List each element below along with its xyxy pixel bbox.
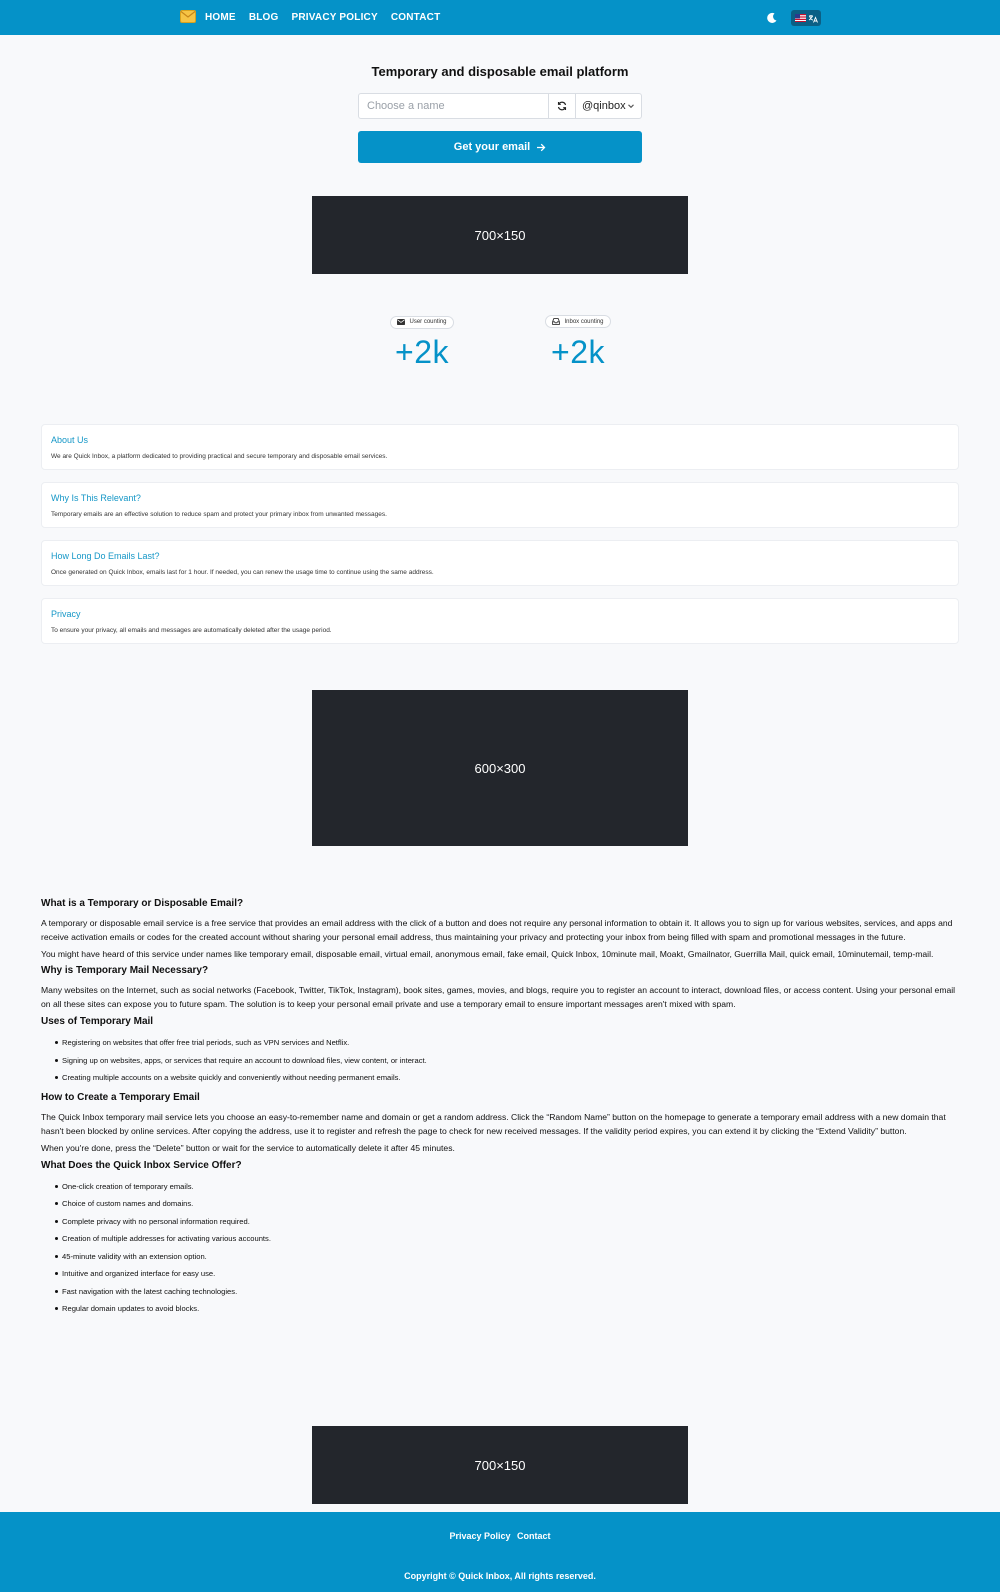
email-form [358,93,642,119]
nav-link-blog[interactable]: BLOG [248,12,279,23]
article-heading: How to Create a Temporary Email [41,1091,200,1103]
list-item: 45-minute validity with an extension option. [41,1248,961,1266]
footer-link-contact[interactable]: Contact [517,1531,551,1541]
faq-card-relevance[interactable] [41,482,959,528]
list-item: Regular domain updates to avoid blocks. [41,1300,961,1318]
footer-links [0,1531,1000,1541]
article-paragraph: When you're done, press the “Delete” button or wait for the service to automatically delete it after 45 minutes. [41,1142,455,1153]
nav-link-privacy-policy[interactable]: PRIVACY POLICY [291,12,378,23]
arrow-right-icon [536,143,546,152]
faq-card-privacy[interactable] [41,598,959,644]
random-name-button[interactable] [548,94,575,118]
faq-card-duration[interactable] [41,540,959,586]
list-item: Fast navigation with the latest caching technologies. [41,1283,961,1301]
faq-title: About Us [51,435,89,445]
stat-label: User counting [409,319,447,325]
list-item: Creation of multiple addresses for activating various accounts. [41,1230,961,1248]
uses-list [41,1034,961,1087]
get-email-label: Get your email [453,141,531,153]
translate-icon [808,14,818,23]
faq-title: Privacy [51,609,81,619]
nav-link-home[interactable]: HOME [205,12,236,23]
stat-value: +2k [551,334,605,370]
list-item: Signing up on websites, apps, or services that require an account to download files, view content, or interact. [41,1052,961,1070]
list-item: One-click creation of temporary emails. [41,1178,961,1196]
nav-link-contact[interactable]: CONTACT [390,12,441,23]
stat-inbox-counting [518,312,638,371]
us-flag-icon [795,14,806,22]
envelope-icon[interactable] [180,10,196,23]
language-switcher[interactable] [791,10,821,26]
list-item: Creating multiple accounts on a website quickly and conveniently without needing permanent emails. [41,1069,961,1087]
article-heading: What Does the Quick Inbox Service Offer? [41,1159,242,1171]
stat-chip [390,316,453,329]
ad-banner-middle[interactable]: 600×300 [312,690,688,846]
list-item: Complete privacy with no personal information required. [41,1213,961,1231]
list-item: Intuitive and organized interface for easy use. [41,1265,961,1283]
domain-select[interactable] [575,94,641,118]
article-paragraph: The Quick Inbox temporary mail service lets you choose an easy-to-remember name and domain or get a random address. Click the “Random Name” button on the homepage to generate a temporary email address with a new domain that hasn't been blocked by online services. After copying the address, use it to register and refresh the page to check for new received messages. If the validity period expires, you can extend it by clicking the “Extend Validity” button. [41,1111,946,1136]
faq-text: To ensure your privacy, all emails and messages are automatically deleted after the usage period. [51,627,332,634]
article-heading: Why is Temporary Mail Necessary? [41,965,209,976]
stat-chip [545,315,610,328]
inbox-icon [552,318,560,325]
stat-label: Inbox counting [564,318,604,325]
footer-copyright: Copyright © Quick Inbox, All rights reserved. [404,1571,596,1581]
domain-selected-value: @qinbox [582,100,626,112]
ad-banner-bottom[interactable]: 700×150 [312,1426,688,1504]
article-paragraph: You might have heard of this service under names like temporary email, disposable email, virtual email, anonymous email, fake email, Quick Inbox, 10minute mail, Moakt, Gmailnator, Guerrilla Mail, quick email, 10minutemail, temp-mail. [41,949,934,959]
article-content [41,897,961,1322]
refresh-icon [557,101,567,111]
stat-value: +2k [395,334,449,370]
chevron-down-icon [627,102,635,110]
article-paragraph: Many websites on the Internet, such as social networks (Facebook, Twitter, TikTok, Instagram), book sites, games, movies, and blogs, require you to register an account to interact, download files, or access content. Using your personal email on all these sites can expose you to future spam. The solution is to keep your personal email private and use a temporary email to ensure important messages aren't mixed with spam. [41,985,956,1009]
list-item: Registering on websites that offer free trial periods, such as VPN services and Netflix. [41,1034,961,1052]
footer-link-privacy-policy[interactable]: Privacy Policy [449,1531,511,1541]
faq-text: We are Quick Inbox, a platform dedicated to providing practical and secure temporary and disposable email services. [51,453,388,460]
offers-list [41,1178,961,1318]
article-paragraph: A temporary or disposable email service is a free service that provides an email address with the click of a button and does not require any personal information to obtain it. It allows you to sign up for various websites, services, and apps and receive activation emails or codes for the created account without sharing your personal email address, thus maintaining your privacy and protecting your inbox from being filled with spam and promotional messages in the future. [41,918,953,942]
name-input[interactable] [359,94,548,118]
stat-user-counting [362,312,482,371]
nav-links [205,0,440,35]
footer [0,1512,1000,1592]
article-heading: Uses of Temporary Mail [41,1016,154,1027]
list-item: Choice of custom names and domains. [41,1195,961,1213]
top-navbar [0,0,1000,35]
get-email-button[interactable] [358,131,642,163]
moon-icon[interactable] [766,12,778,24]
article-heading: What is a Temporary or Disposable Email? [41,898,244,909]
faq-text: Once generated on Quick Inbox, emails last for 1 hour. If needed, you can renew the usage time to continue using the same address. [51,569,434,576]
hero-title: Temporary and disposable email platform [371,64,629,79]
faq-title: How Long Do Emails Last? [51,551,160,561]
faq-text: Temporary emails are an effective solution to reduce spam and protect your primary inbox from unwanted messages. [51,511,387,518]
faq-title: Why Is This Relevant? [51,493,141,503]
envelope-icon [397,319,405,325]
faq-card-about-us[interactable] [41,424,959,470]
ad-banner-top[interactable]: 700×150 [312,196,688,274]
